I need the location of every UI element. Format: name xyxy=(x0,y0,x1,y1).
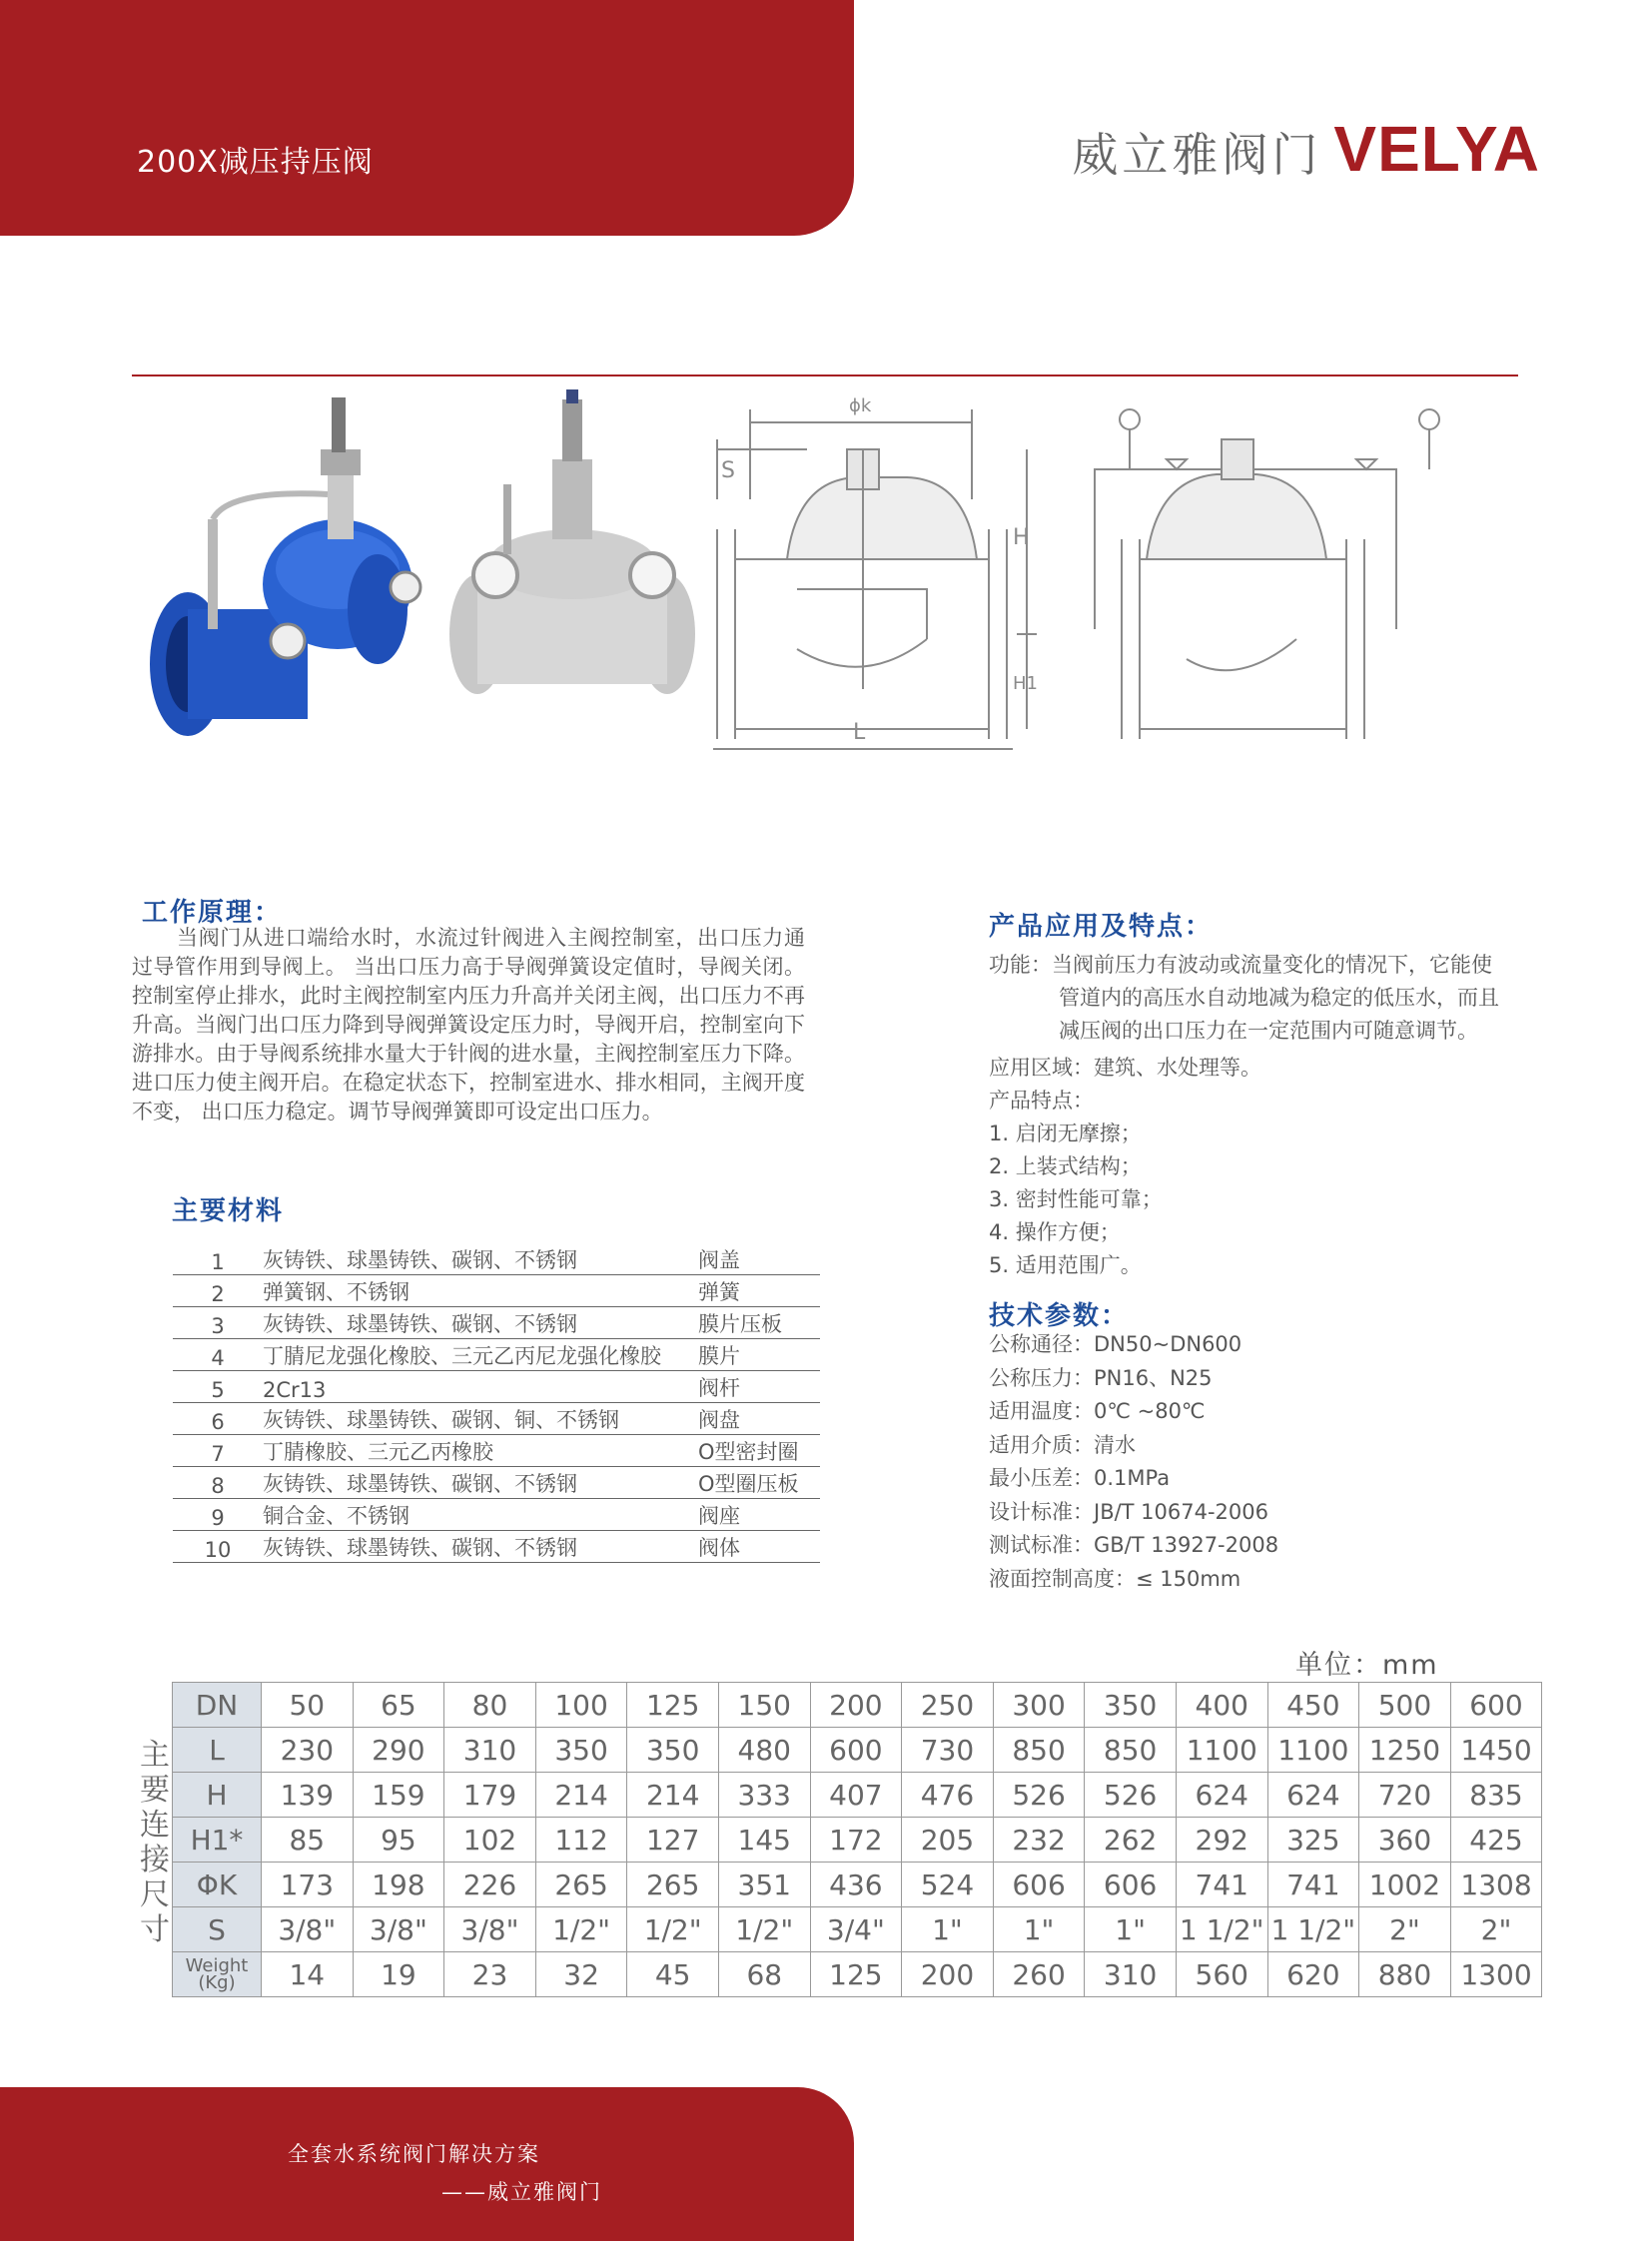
dimension-cell: 360 xyxy=(1359,1818,1451,1863)
product-title: 200X减压持压阀 xyxy=(137,145,374,180)
side-char: 接 xyxy=(140,1843,170,1877)
dimension-cell: 1" xyxy=(1085,1907,1177,1952)
row-number: 9 xyxy=(173,1499,263,1531)
dimension-cell: 250 xyxy=(902,1683,994,1728)
dimension-cell: 880 xyxy=(1359,1952,1451,1997)
dimension-table xyxy=(172,1682,1542,1997)
feature-item: 2. 上装式结构； xyxy=(989,1154,1142,1178)
tech-list xyxy=(989,1328,1278,1596)
side-char: 连 xyxy=(140,1808,170,1843)
tech-item: 最小压差：0.1MPa xyxy=(989,1466,1171,1490)
feature-item: 4. 操作方便； xyxy=(989,1220,1121,1244)
product-figures xyxy=(148,389,1456,789)
row-material: 弹簧钢、不锈钢 xyxy=(263,1275,696,1307)
dimension-cell: 1 1/2" xyxy=(1267,1907,1359,1952)
dimension-cell: 310 xyxy=(1085,1952,1177,1997)
dimension-cell: 1250 xyxy=(1359,1728,1451,1773)
dimension-cell: 200 xyxy=(902,1952,994,1997)
dimension-cell: 526 xyxy=(993,1773,1085,1818)
dimension-cell: 351 xyxy=(718,1863,810,1907)
dimension-cell: 3/8" xyxy=(444,1907,536,1952)
dimension-cell: 3/8" xyxy=(353,1907,444,1952)
dimension-cell: 145 xyxy=(718,1818,810,1863)
dimension-cell: 159 xyxy=(353,1773,444,1818)
unit-label: 单位：mm xyxy=(1295,1650,1439,1681)
table-row xyxy=(173,1307,820,1339)
dimension-cell: 730 xyxy=(902,1728,994,1773)
table-row xyxy=(173,1467,820,1499)
row-part: 膜片 xyxy=(696,1339,820,1371)
row-part: 阀体 xyxy=(696,1531,820,1563)
row-part: 阀盘 xyxy=(696,1403,820,1435)
dimension-cell: 480 xyxy=(718,1728,810,1773)
dimension-cell: 310 xyxy=(444,1728,536,1773)
schematic-drawing xyxy=(1095,409,1439,739)
dimension-cell: 720 xyxy=(1359,1773,1451,1818)
row-material: 铜合金、不锈钢 xyxy=(263,1499,696,1531)
tech-title: 技术参数： xyxy=(989,1301,1130,1331)
brand-logo xyxy=(1072,112,1540,186)
dimension-row xyxy=(173,1818,1542,1863)
row-material: 灰铸铁、球墨铸铁、碳钢、不锈钢 xyxy=(263,1467,696,1499)
dimension-cell: 741 xyxy=(1176,1863,1267,1907)
dimension-cell: 350 xyxy=(1085,1683,1177,1728)
dimension-cell: 127 xyxy=(627,1818,719,1863)
footer-brand: ——威立雅阀门 xyxy=(441,2180,602,2204)
side-char: 尺 xyxy=(140,1877,170,1912)
dimension-cell: 265 xyxy=(627,1863,719,1907)
dimension-cell: 14 xyxy=(262,1952,354,1997)
side-char: 寸 xyxy=(140,1912,170,1947)
dimension-cell: 198 xyxy=(353,1863,444,1907)
footer-slogan: 全套水系统阀门解决方案 xyxy=(288,2142,540,2166)
dimension-cell: 741 xyxy=(1267,1863,1359,1907)
dimension-row-label: S xyxy=(173,1907,262,1952)
label-h1: H1 xyxy=(1013,673,1038,694)
dimension-cell: 1450 xyxy=(1450,1728,1542,1773)
dimension-row-label: ΦK xyxy=(173,1863,262,1907)
dimension-cell: 139 xyxy=(262,1773,354,1818)
dimension-cell: 350 xyxy=(627,1728,719,1773)
dimension-cell: 290 xyxy=(353,1728,444,1773)
principle-title: 工作原理： xyxy=(142,898,283,928)
steel-valve-photo xyxy=(449,389,695,694)
side-char: 主 xyxy=(140,1738,170,1773)
application-area: 应用区域：建筑、水处理等。 xyxy=(989,1056,1261,1080)
row-material: 灰铸铁、球墨铸铁、碳钢、铜、不锈钢 xyxy=(263,1403,696,1435)
table-row xyxy=(173,1371,820,1403)
dimension-cell: 1" xyxy=(902,1907,994,1952)
row-number: 1 xyxy=(173,1243,263,1275)
row-part: 阀杆 xyxy=(696,1371,820,1403)
tech-item: 公称压力：PN16、N25 xyxy=(989,1365,1213,1390)
dimension-cell: 65 xyxy=(353,1683,444,1728)
dimension-cell: 205 xyxy=(902,1818,994,1863)
dimension-cell: 1002 xyxy=(1359,1863,1451,1907)
dimension-row-label: DN xyxy=(173,1683,262,1728)
side-char: 要 xyxy=(140,1773,170,1808)
dimension-cell: 624 xyxy=(1176,1773,1267,1818)
table-row xyxy=(173,1499,820,1531)
row-material: 灰铸铁、球墨铸铁、碳钢、不锈钢 xyxy=(263,1531,696,1563)
dimension-cell: 1100 xyxy=(1176,1728,1267,1773)
dimension-side-label xyxy=(138,1738,172,1947)
divider xyxy=(132,374,1518,376)
dimension-cell: 100 xyxy=(535,1683,627,1728)
dimension-row-label: H xyxy=(173,1773,262,1818)
dimension-cell: 1308 xyxy=(1450,1863,1542,1907)
dimension-cell: 95 xyxy=(353,1818,444,1863)
row-number: 4 xyxy=(173,1339,263,1371)
dimension-cell: 85 xyxy=(262,1818,354,1863)
tech-item: 液面控制高度：≤ 150mm xyxy=(989,1566,1241,1591)
dimension-cell: 1100 xyxy=(1267,1728,1359,1773)
dimension-cell: 600 xyxy=(1450,1683,1542,1728)
dimension-cell: 292 xyxy=(1176,1818,1267,1863)
label-phi-k: ϕk xyxy=(849,395,872,416)
dimension-cell: 23 xyxy=(444,1952,536,1997)
dimension-cell: 1/2" xyxy=(718,1907,810,1952)
dimension-cell: 150 xyxy=(718,1683,810,1728)
features-title: 产品特点： xyxy=(989,1089,1094,1113)
dimension-cell: 436 xyxy=(810,1863,902,1907)
dimension-cell: 350 xyxy=(535,1728,627,1773)
tech-item: 测试标准：GB/T 13927-2008 xyxy=(989,1533,1279,1557)
row-number: 8 xyxy=(173,1467,263,1499)
dimension-cell: 50 xyxy=(262,1683,354,1728)
brand-name-cn: 威立雅阀门 xyxy=(1072,128,1322,182)
dimension-cell: 524 xyxy=(902,1863,994,1907)
tech-item: 适用温度：0℃ ~80℃ xyxy=(989,1399,1206,1423)
dimension-cell: 1/2" xyxy=(535,1907,627,1952)
weight-label-line: Weight xyxy=(185,1955,249,1976)
weight-label-unit: (Kg) xyxy=(198,1972,236,1993)
dimension-cell: 407 xyxy=(810,1773,902,1818)
row-material: 丁腈橡胶、三元乙丙橡胶 xyxy=(263,1435,696,1467)
dimension-cell: 450 xyxy=(1267,1683,1359,1728)
dimension-row xyxy=(173,1863,1542,1907)
label-h: H xyxy=(1013,525,1030,550)
dimension-cell: 425 xyxy=(1450,1818,1542,1863)
dimension-cell: 179 xyxy=(444,1773,536,1818)
dimension-row xyxy=(173,1728,1542,1773)
dimension-cell: 3/8" xyxy=(262,1907,354,1952)
materials-table xyxy=(173,1243,820,1563)
header-band xyxy=(0,0,854,236)
dimension-cell: 1" xyxy=(993,1907,1085,1952)
materials-title: 主要材料 xyxy=(172,1196,285,1226)
dimension-cell: 400 xyxy=(1176,1683,1267,1728)
row-number: 5 xyxy=(173,1371,263,1403)
table-row xyxy=(173,1435,820,1467)
row-part: 阀盖 xyxy=(696,1243,820,1275)
dimension-cell: 214 xyxy=(535,1773,627,1818)
dimension-cell: 262 xyxy=(1085,1818,1177,1863)
tech-item: 公称通径：DN50~DN600 xyxy=(989,1332,1242,1356)
feature-item: 1. 启闭无摩擦； xyxy=(989,1121,1142,1145)
brand-name-en: VELYA xyxy=(1333,113,1540,185)
dimension-cell: 333 xyxy=(718,1773,810,1818)
dimension-cell: 1300 xyxy=(1450,1952,1542,1997)
row-part: 膜片压板 xyxy=(696,1307,820,1339)
dimension-row xyxy=(173,1683,1542,1728)
dimension-cell: 32 xyxy=(535,1952,627,1997)
dimension-cell: 230 xyxy=(262,1728,354,1773)
feature-item: 5. 适用范围广。 xyxy=(989,1253,1142,1277)
row-material: 灰铸铁、球墨铸铁、碳钢、不锈钢 xyxy=(263,1307,696,1339)
dimension-cell: 1/2" xyxy=(627,1907,719,1952)
dimension-row xyxy=(173,1907,1542,1952)
dimension-row xyxy=(173,1773,1542,1818)
row-part: O型密封圈 xyxy=(696,1435,820,1467)
dimension-cell: 232 xyxy=(993,1818,1085,1863)
table-row xyxy=(173,1531,820,1563)
row-number: 3 xyxy=(173,1307,263,1339)
label-s: S xyxy=(721,458,735,483)
dimension-cell: 850 xyxy=(1085,1728,1177,1773)
dimension-cell: 624 xyxy=(1267,1773,1359,1818)
dimension-cell: 526 xyxy=(1085,1773,1177,1818)
dimension-drawing xyxy=(713,409,1037,749)
function-line-1: 功能：当阀前压力有波动或流量变化的情况下，它能使 xyxy=(989,953,1492,977)
row-material: 丁腈尼龙强化橡胶、三元乙丙尼龙强化橡胶 xyxy=(263,1339,696,1371)
dimension-cell: 600 xyxy=(810,1728,902,1773)
dimension-cell: 260 xyxy=(993,1952,1085,1997)
dimension-cell: 560 xyxy=(1176,1952,1267,1997)
tech-item: 适用介质：清水 xyxy=(989,1432,1136,1457)
row-number: 6 xyxy=(173,1403,263,1435)
dimension-cell: 226 xyxy=(444,1863,536,1907)
table-row xyxy=(173,1243,820,1275)
dimension-cell: 45 xyxy=(627,1952,719,1997)
dimension-cell: 620 xyxy=(1267,1952,1359,1997)
dimension-cell: 850 xyxy=(993,1728,1085,1773)
dimension-row-label: H1* xyxy=(173,1818,262,1863)
dimension-cell: 606 xyxy=(993,1863,1085,1907)
dimension-cell: 214 xyxy=(627,1773,719,1818)
principle-text: 当阀门从进口端给水时，水流过针阀进入主阀控制室，出口压力通过导管作用到导阀上。 当出口压力高于导阀弹簧设定值时，导阀关闭。控制室停止排水，此时主阀控制室内压力升高并关闭主阀，出口压力不再升高。当阀门出口压力降到导阀弹簧设定压力时，导阀开启，控制室向下游排水。由于导阀系统排水量大于针阀的进水量，主阀控制室压力下降。进口压力使主阀开启。在稳定状态下，控制室进水、排水相同，主阀开度不变， 出口压力稳定。调节导阀弹簧即可设定出口压力。 xyxy=(132,926,805,1123)
function-line-3: 减压阀的出口压力在一定范围内可随意调节。 xyxy=(1059,1019,1478,1043)
dimension-cell: 80 xyxy=(444,1683,536,1728)
dimension-row xyxy=(173,1952,1542,1997)
row-part: 弹簧 xyxy=(696,1275,820,1307)
table-row xyxy=(173,1339,820,1371)
feature-item: 3. 密封性能可靠； xyxy=(989,1187,1163,1211)
row-number: 10 xyxy=(173,1531,263,1563)
dimension-cell: 1 1/2" xyxy=(1176,1907,1267,1952)
row-material: 灰铸铁、球墨铸铁、碳钢、不锈钢 xyxy=(263,1243,696,1275)
dimension-cell: 265 xyxy=(535,1863,627,1907)
dimension-cell: 3/4" xyxy=(810,1907,902,1952)
label-l: L xyxy=(853,720,866,745)
dimension-row-label: L xyxy=(173,1728,262,1773)
dimension-cell: 300 xyxy=(993,1683,1085,1728)
dimension-cell: 112 xyxy=(535,1818,627,1863)
dimension-cell: 172 xyxy=(810,1818,902,1863)
row-material: 2Cr13 xyxy=(263,1371,696,1403)
table-row xyxy=(173,1275,820,1307)
row-part: 阀座 xyxy=(696,1499,820,1531)
dimension-cell: 2" xyxy=(1359,1907,1451,1952)
dimension-cell: 102 xyxy=(444,1818,536,1863)
row-number: 7 xyxy=(173,1435,263,1467)
application-list xyxy=(989,949,1548,1282)
dimension-cell: 125 xyxy=(627,1683,719,1728)
dimension-cell: 500 xyxy=(1359,1683,1451,1728)
dimension-cell: 476 xyxy=(902,1773,994,1818)
table-row xyxy=(173,1403,820,1435)
dimension-cell: 325 xyxy=(1267,1818,1359,1863)
dimension-cell: 125 xyxy=(810,1952,902,1997)
dimension-cell: 835 xyxy=(1450,1773,1542,1818)
weight-label xyxy=(173,1952,262,1997)
dimension-cell: 200 xyxy=(810,1683,902,1728)
row-number: 2 xyxy=(173,1275,263,1307)
application-title: 产品应用及特点： xyxy=(989,912,1214,942)
dimension-cell: 68 xyxy=(718,1952,810,1997)
dimension-cell: 606 xyxy=(1085,1863,1177,1907)
blue-valve-photo xyxy=(150,397,420,736)
function-line-2: 管道内的高压水自动地减为稳定的低压水，而且 xyxy=(1059,986,1499,1010)
row-part: O型圈压板 xyxy=(696,1467,820,1499)
dimension-cell: 19 xyxy=(353,1952,444,1997)
dimension-cell: 2" xyxy=(1450,1907,1542,1952)
dimension-cell: 173 xyxy=(262,1863,354,1907)
tech-item: 设计标准：JB/T 10674-2006 xyxy=(989,1499,1269,1524)
